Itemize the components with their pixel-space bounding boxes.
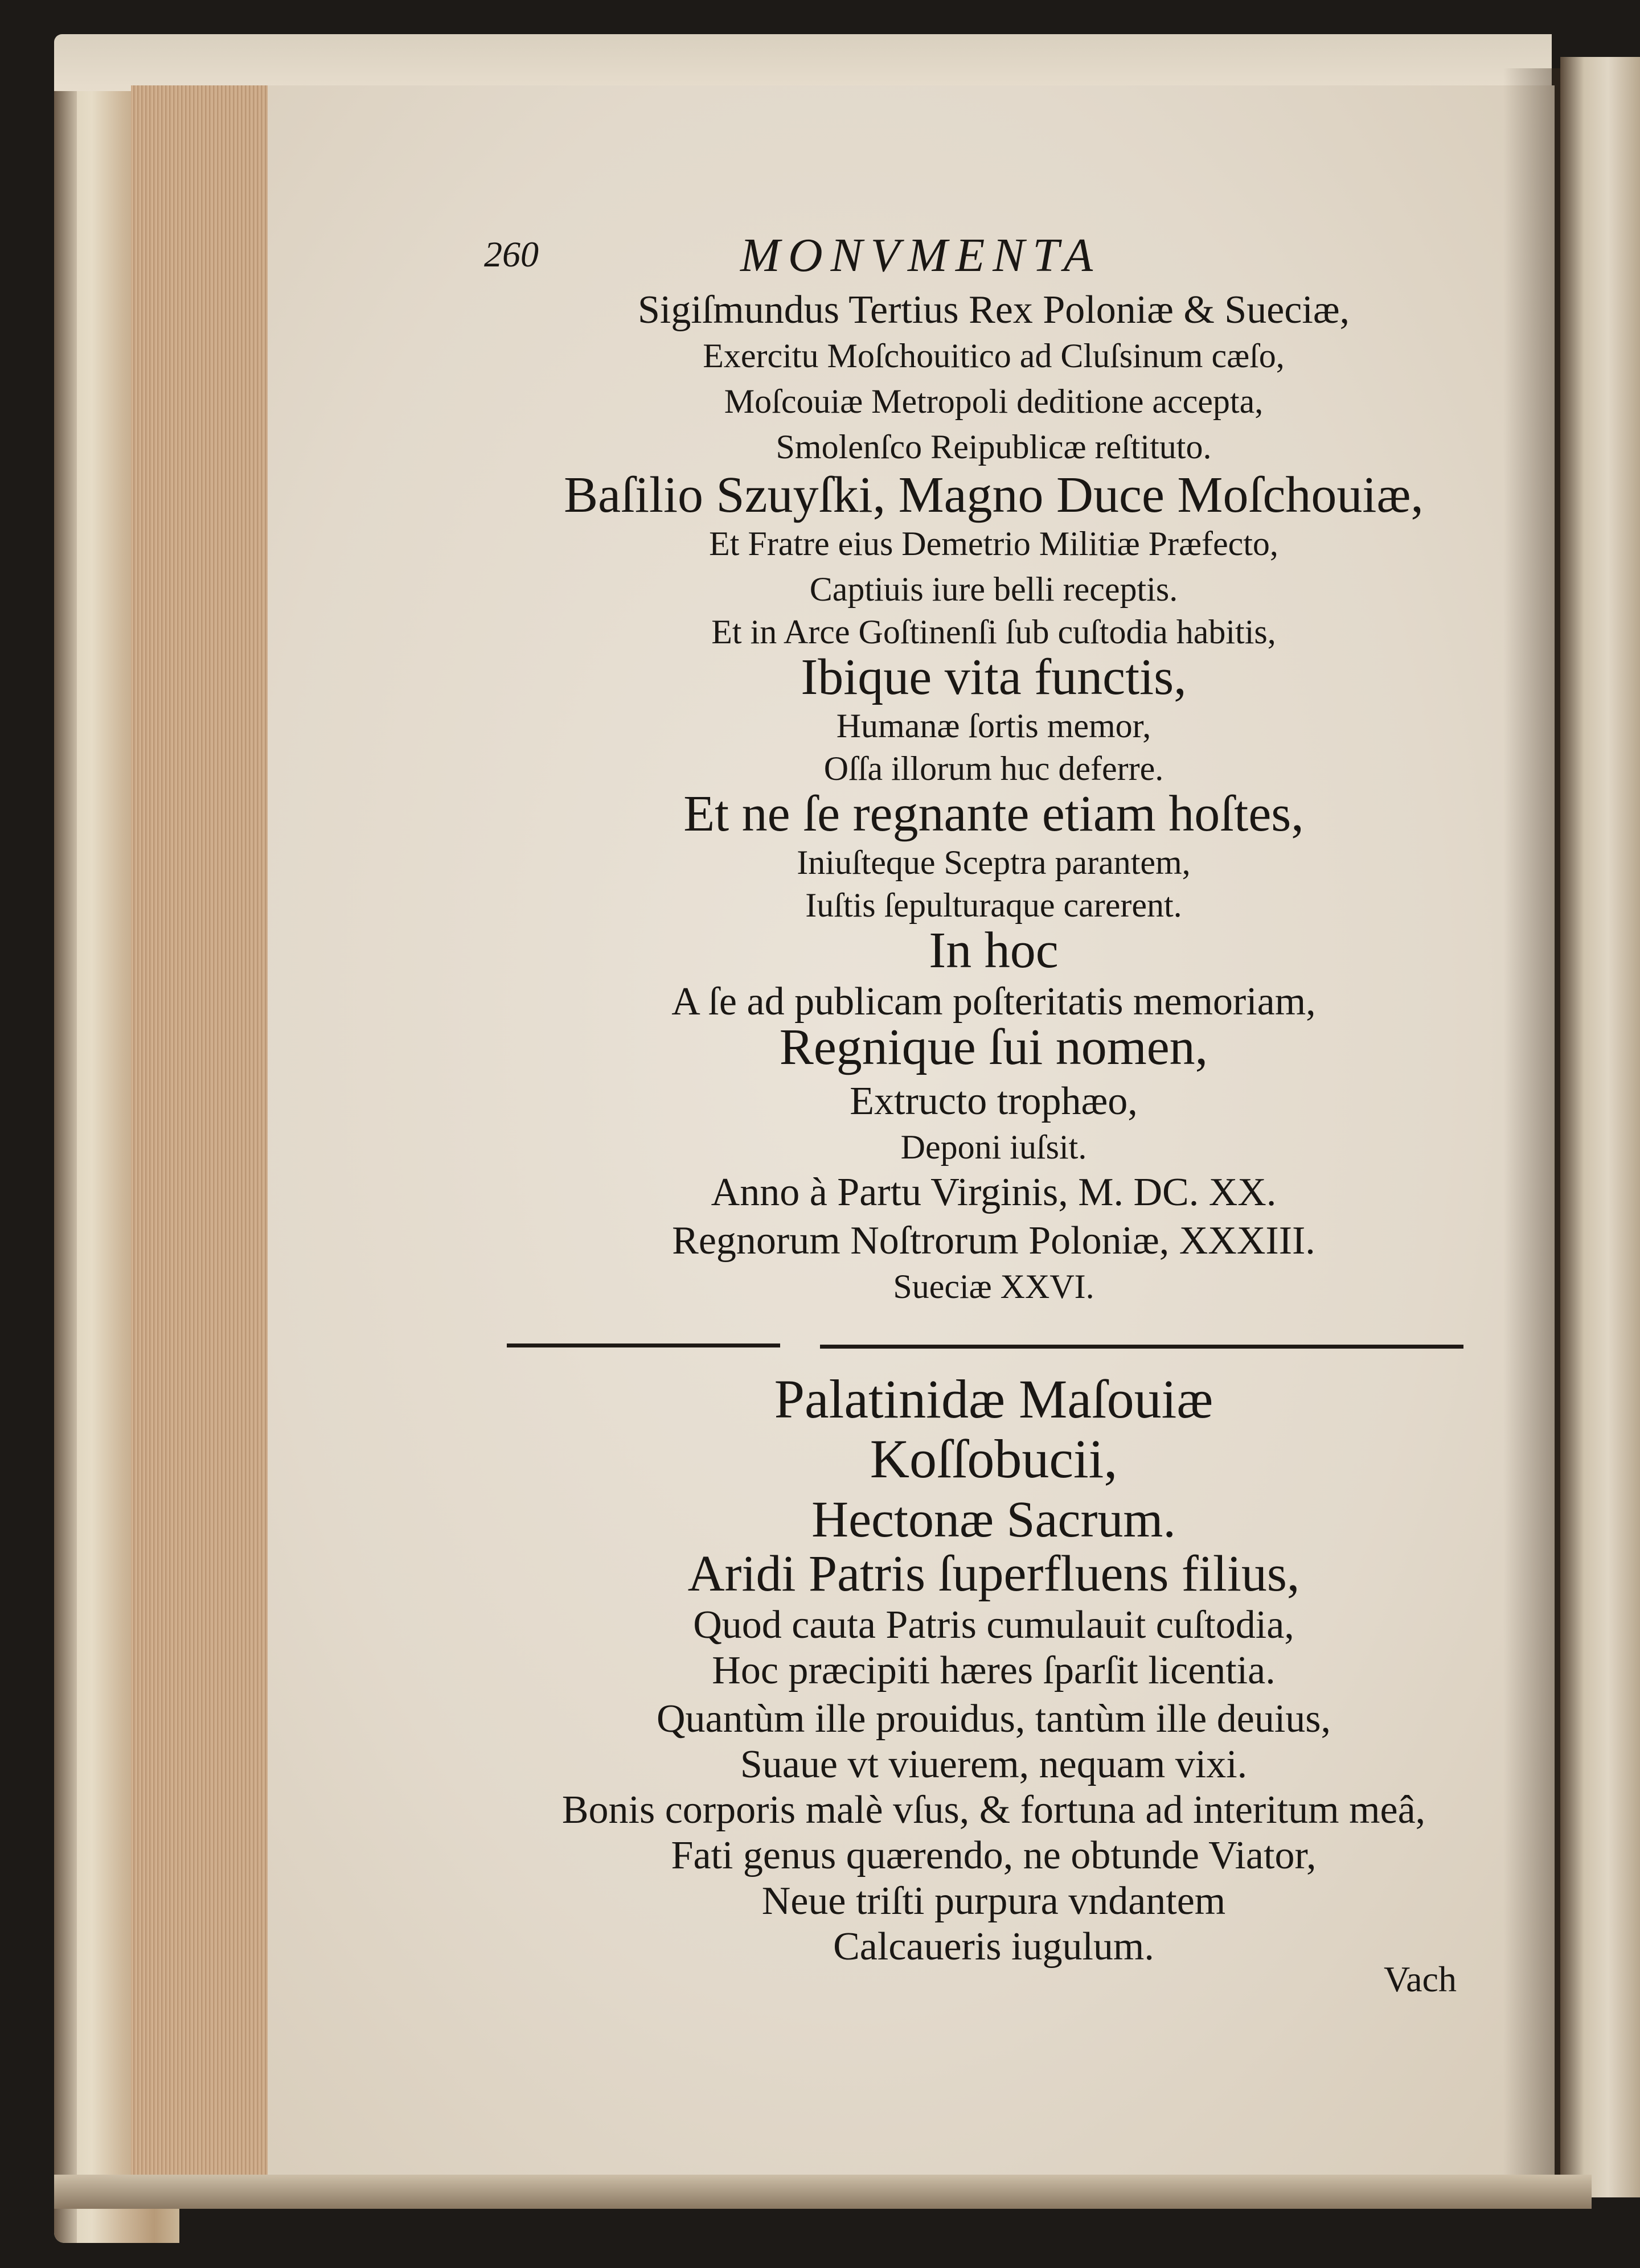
inscription-one-line: Regnorum Noſtrorum Poloniæ, XXXIII.: [672, 1219, 1315, 1263]
inscription-two-line: Bonis corporis malè vſus, & fortuna ad interitum meâ,: [561, 1788, 1426, 1832]
inscription-two-line: Suaue vt viuerem, nequam vixi.: [740, 1743, 1248, 1786]
inscription-one-line: Exercitu Moſchouitico ad Cluſsinum cæſo,: [703, 337, 1285, 375]
inscription-two-line: Hectonæ Sacrum.: [811, 1492, 1176, 1548]
inscription-two-line: Calcaueris iugulum.: [833, 1925, 1154, 1969]
inscription-one-line: Baſilio Szuyſki, Magno Duce Moſchouiæ,: [564, 467, 1424, 523]
inscription-one-line: A ſe ad publicam poſteritatis memoriam,: [671, 980, 1316, 1024]
running-head: MONVMENTA: [740, 229, 1101, 282]
inscription-one-line: Regnique ſui nomen,: [779, 1019, 1208, 1075]
inscription-two-line: Palatinidæ Maſouiæ: [774, 1369, 1213, 1429]
inscription-one-line: Sueciæ XXVI.: [893, 1268, 1094, 1305]
inscription-one-line: Humanæ ſortis memor,: [836, 707, 1151, 745]
catchword: Vach: [1384, 1959, 1457, 1999]
section-divider-rule: [507, 1343, 780, 1347]
inscription-two-line: Quod cauta Patris cumulauit cuſtodia,: [693, 1603, 1294, 1647]
inscription-one-line: Sigiſmundus Tertius Rex Poloniæ & Sueciæ,: [637, 288, 1350, 332]
inscription-one-line: In hoc: [929, 922, 1059, 979]
inscription-one-line: Oſſa illorum huc deferre.: [823, 750, 1164, 787]
inscription-two-line: Neue triſti purpura vndantem: [761, 1879, 1226, 1923]
inscription-two-line: Hoc præcipiti hæres ſparſit licentia.: [712, 1649, 1276, 1692]
inscription-one-line: Et ne ſe regnante etiam hoſtes,: [683, 786, 1304, 842]
inscription-two-line: Koſſobucii,: [870, 1428, 1118, 1489]
inscription-two-line: Quantùm ille prouidus, tantùm ille deuius,: [656, 1697, 1331, 1741]
book-binding: [54, 34, 77, 2243]
page-gutter-shadow: [1503, 68, 1560, 2186]
book-top-edge: [54, 34, 1552, 91]
inscription-one-line: Anno à Partu Virginis, M. DC. XX.: [711, 1170, 1277, 1214]
page-stack-edges: [131, 85, 273, 2186]
section-divider-rule: [820, 1345, 1463, 1349]
book-bottom-edge: [54, 2175, 1592, 2209]
page-number: 260: [484, 234, 539, 274]
inscription-one-line: Iuſtis ſepulturaque carerent.: [805, 886, 1182, 924]
inscription-one-line: Smolenſco Reipublicæ reſtituto.: [776, 428, 1212, 466]
inscription-two-line: Aridi Patris ſuperfluens filius,: [687, 1546, 1300, 1602]
inscription-one-line: Et in Arce Goſtinenſi ſub cuſtodia habitis,: [711, 613, 1276, 651]
inscription-one-line: Captiuis iure belli receptis.: [809, 570, 1178, 608]
inscription-one-line: Moſcouiæ Metropoli deditione accepta,: [724, 383, 1264, 420]
inscription-one-line: Extructo trophæo,: [850, 1079, 1138, 1123]
inscription-one-line: Deponi iuſsit.: [900, 1128, 1087, 1166]
inscription-one-line: Iniuſteque Sceptra parantem,: [797, 844, 1191, 881]
inscription-one-line: Ibique vita functis,: [801, 649, 1187, 705]
inscription-two-line: Fati genus quærendo, ne obtunde Viator,: [671, 1834, 1317, 1877]
facing-page-edge: [1560, 57, 1640, 2197]
inscription-one-line: Et Fratre eius Demetrio Militiæ Præfecto,: [709, 525, 1278, 562]
